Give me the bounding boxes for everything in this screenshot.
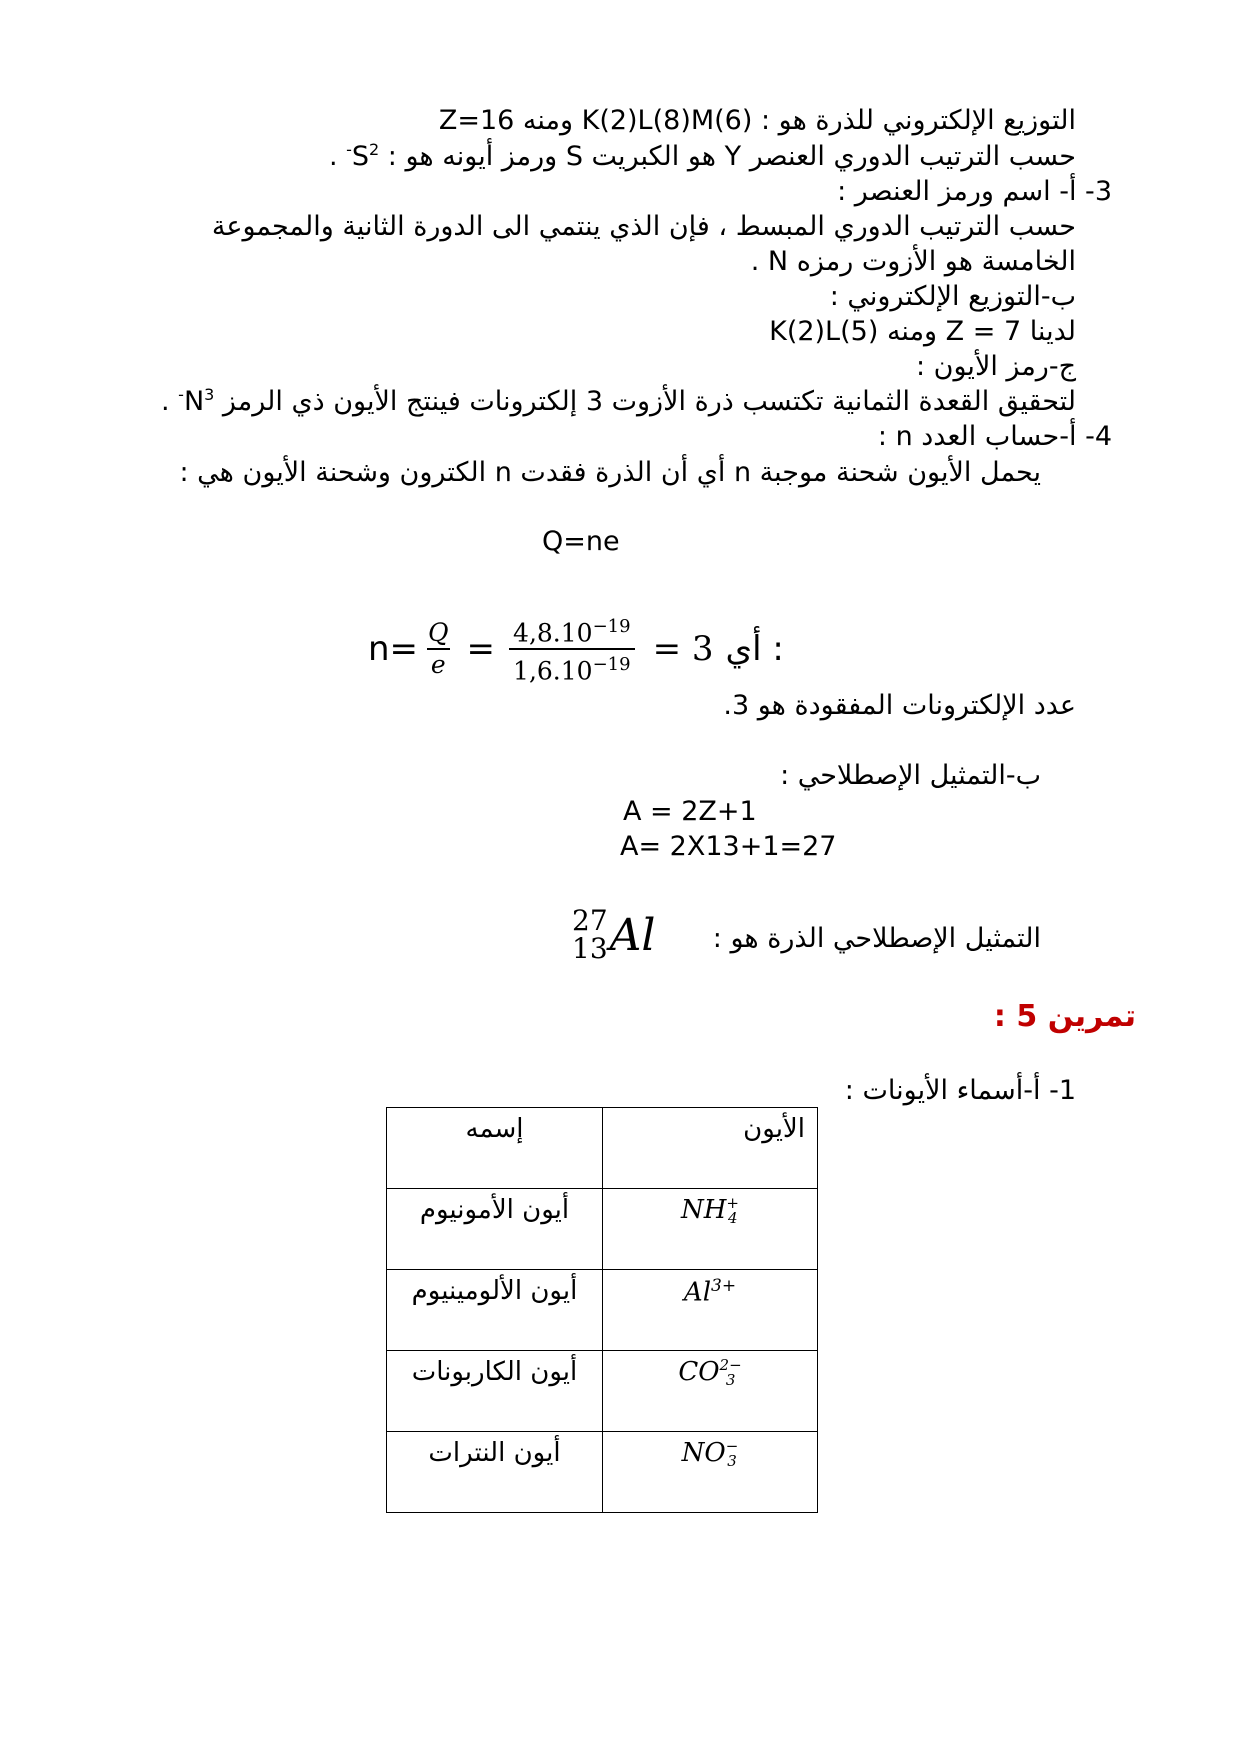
line-octet-rule [161, 385, 1076, 419]
formula-script [720, 1358, 742, 1388]
equals-sign: = [466, 629, 496, 670]
nitride-charge: 3- [178, 385, 215, 404]
table-row [387, 1189, 818, 1270]
formula-sub: 4 [727, 1209, 738, 1227]
exercise-5-title: تمرين 5 : [993, 999, 1136, 1034]
line-periodic-table: حسب الترتيب الدوري المبسط ، فإن الذي ينتمي الى الدورة الثانية والمجموعة [211, 211, 1076, 242]
ion-formula [603, 1432, 818, 1513]
value-numerator [509, 612, 635, 648]
ion-name: أيون النترات [387, 1432, 603, 1513]
nuclide-mass-number: 27 [572, 904, 608, 937]
line-nitrogen: الخامسة هو الأزوت رمزه N . [750, 246, 1076, 277]
question-3a: 3- أ- اسم ورمز العنصر : [837, 176, 1112, 207]
fraction-numerator-q: Q [428, 618, 449, 648]
line-representation: التمثيل الإصطلاحي الذرة هو : [712, 923, 1041, 954]
den-exponent: −19 [592, 654, 631, 676]
den-mantissa: 1,6.10 [513, 656, 593, 686]
ion-name: أيون الكاربونات [387, 1351, 603, 1432]
ion-formula [603, 1189, 818, 1270]
aluminium-nuclide [572, 900, 656, 970]
charge-formula: Q=ne [542, 526, 620, 557]
line-sulfur-ion [329, 140, 1076, 174]
formula-script [726, 1196, 739, 1226]
table-row [387, 1351, 818, 1432]
sulfur-end: . [328, 141, 347, 172]
table-row [387, 1270, 818, 1351]
formula-script [726, 1439, 739, 1469]
formula-base: NH [680, 1195, 727, 1225]
sulfur-charge: 2- [346, 140, 380, 159]
fraction-denominator-e: e [427, 648, 450, 680]
octet-end: . [160, 386, 179, 417]
mass-number-formula: A = 2Z+1 [623, 796, 757, 827]
formula-sub: 3 [725, 1371, 736, 1389]
nuclide-symbol: Al [609, 909, 656, 961]
q-over-e-fraction [424, 618, 453, 680]
question-4a: 4- أ-حساب العدد n : [877, 421, 1112, 452]
mass-number-calc: A= 2X13+1=27 [620, 831, 837, 862]
formula-sup: 3+ [711, 1276, 737, 1296]
num-mantissa: 4,8.10 [513, 618, 593, 648]
table-row [387, 1432, 818, 1513]
ion-formula [603, 1270, 818, 1351]
formula-base: Al [683, 1277, 712, 1308]
ions-table [386, 1107, 818, 1513]
ai-word: : أي [725, 629, 784, 670]
question-4b: ب-التمثيل الإصطلاحي : [780, 760, 1041, 791]
equals-three: = 3 [652, 629, 714, 670]
ion-formula [603, 1351, 818, 1432]
line-nitrogen-config: لدينا Z = 7 ومنه K(2)L(5) [769, 316, 1076, 347]
header-name: إسمه [387, 1108, 603, 1189]
n-prefix: n= [368, 629, 419, 670]
formula-base: CO [678, 1357, 720, 1387]
question-3c: ج-رمز الأيون : [915, 351, 1076, 382]
num-exponent: −19 [592, 616, 631, 637]
sulfur-text: حسب الترتيب الدوري العنصر Y هو الكبريت S ورمز أيونه هو : S [351, 141, 1076, 172]
formula-base: NO [681, 1438, 726, 1468]
question-3b: ب-التوزيع الإلكتروني : [829, 281, 1076, 312]
formula-sup: + [726, 1194, 739, 1212]
n-equation [368, 612, 784, 687]
nuclide-numbers [572, 904, 608, 965]
question-1a: 1- أ-أسماء الأيونات : [844, 1075, 1076, 1106]
header-ion: الأيون [603, 1108, 818, 1189]
line-electron-config-s: التوزيع الإلكتروني للذرة هو : K(2)L(8)M(6) ومنه Z=16 [438, 105, 1076, 136]
formula-sub: 3 [727, 1452, 737, 1470]
line-ion-charge: يحمل الأيون شحنة موجبة n أي أن الذرة فقدت n الكترون وشحنة الأيون هي : [179, 457, 1041, 488]
octet-text: لتحقيق القعدة الثمانية تكتسب ذرة الأزوت 3 إلكترونات فينتج الأيون ذي الرمز N [183, 386, 1076, 417]
value-denominator [509, 648, 635, 686]
ion-name: أيون الألومينيوم [387, 1270, 603, 1351]
nuclide-atomic-number: 13 [572, 932, 608, 965]
formula-sup: 2− [719, 1356, 742, 1374]
formula-sup: − [725, 1437, 739, 1455]
table-header-row [387, 1108, 818, 1189]
line-lost-electrons: عدد الإلكترونات المفقودة هو 3. [723, 690, 1076, 721]
value-fraction [509, 612, 635, 687]
ion-name: أيون الأمونيوم [387, 1189, 603, 1270]
